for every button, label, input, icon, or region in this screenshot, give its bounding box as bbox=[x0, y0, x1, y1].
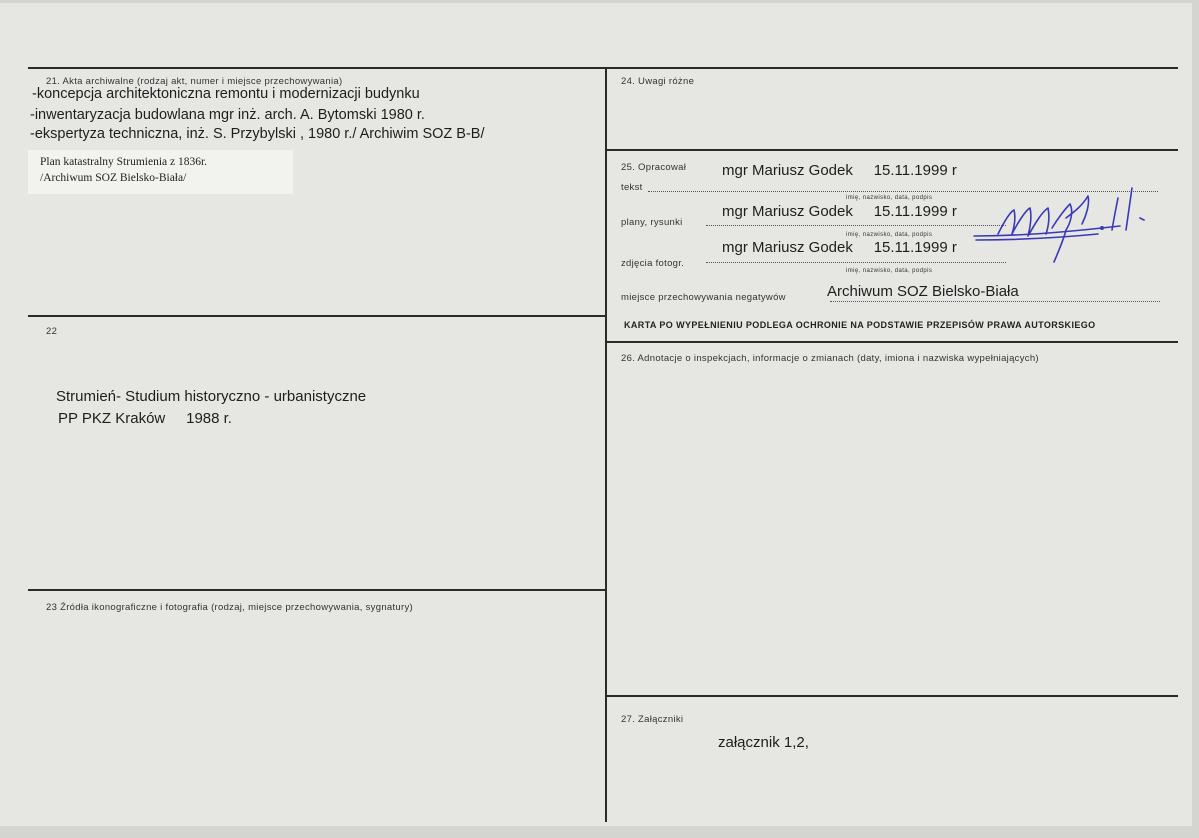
sec22-line-2: PP PKZ Kraków 1988 r. bbox=[58, 410, 232, 427]
sec27-label: 27. Załączniki bbox=[621, 714, 684, 725]
page-top-edge bbox=[0, 0, 1199, 3]
negatywow-dotted-line bbox=[830, 301, 1160, 302]
sec21-line-3: -ekspertyza techniczna, inż. S. Przybylski , 1980 r./ Archiwim SOZ B-B/ bbox=[30, 126, 485, 142]
tekst-author: mgr Mariusz Godek 15.11.1999 r bbox=[722, 162, 957, 179]
rule-left-2 bbox=[28, 589, 606, 591]
tekst-label: tekst bbox=[621, 182, 643, 193]
rule-right-2 bbox=[606, 341, 1178, 343]
rule-right-3 bbox=[606, 695, 1178, 697]
zdjecia-dotted-line bbox=[706, 262, 1006, 263]
plany-label: plany, rysunki bbox=[621, 217, 683, 228]
page-bottom-edge bbox=[0, 826, 1199, 838]
page-right-edge bbox=[1192, 0, 1199, 838]
sec27-value: załącznik 1,2, bbox=[718, 734, 809, 751]
sec25-label: 25. Opracował bbox=[621, 162, 687, 173]
sec21-label: 21. Akta archiwalne (rodzaj akt, numer i miejsce przechowywania) bbox=[46, 76, 343, 87]
sec21-line-1: -koncepcja architektoniczna remontu i modernizacji budynku bbox=[32, 86, 420, 102]
signature-scribble bbox=[970, 178, 1170, 268]
negatywow-value: Archiwum SOZ Bielsko-Biała bbox=[827, 283, 1019, 300]
zdjecia-sign-caption: imię, nazwisko, data, podpis bbox=[846, 268, 933, 274]
plany-dotted-line bbox=[706, 225, 1006, 226]
sec22-line-1: Strumień- Studium historyczno - urbanistyczne bbox=[56, 388, 367, 405]
sec26-label: 26. Adnotacje o inspekcjach, informacje o zmianach (daty, imiona i nazwiska wypełniających) bbox=[621, 353, 1039, 364]
tekst-sign-caption: imię, nazwisko, data, podpis bbox=[846, 195, 933, 201]
plany-sign-caption: imię, nazwisko, data, podpis bbox=[846, 232, 933, 238]
rule-top bbox=[28, 67, 1178, 69]
rule-center-vertical bbox=[605, 67, 607, 822]
catastral-plan-note bbox=[28, 150, 293, 194]
note-line-1: Plan katastralny Strumienia z 1836r. bbox=[40, 156, 208, 168]
plany-author: mgr Mariusz Godek 15.11.1999 r bbox=[722, 203, 957, 220]
sec22-label: 22 bbox=[46, 326, 58, 337]
zdjecia-label: zdjęcia fotogr. bbox=[621, 258, 685, 269]
note-line-2: /Archiwum SOZ Bielsko-Biała/ bbox=[40, 172, 187, 184]
copyright-notice: KARTA PO WYPEŁNIENIU PODLEGA OCHRONIE NA PODSTAWIE PRZEPISÓW PRAWA AUTORSKIEGO bbox=[624, 320, 1096, 330]
negatywow-label: miejsce przechowywania negatywów bbox=[621, 292, 786, 303]
sec24-label: 24. Uwagi różne bbox=[621, 76, 695, 87]
rule-right-1 bbox=[606, 149, 1178, 151]
sec23-label: 23 Źródła ikonograficzne i fotografia (rodzaj, miejsce przechowywania, sygnatury) bbox=[46, 602, 413, 613]
zdjecia-author: mgr Mariusz Godek 15.11.1999 r bbox=[722, 239, 957, 256]
rule-left-1 bbox=[28, 315, 606, 317]
sec21-line-2: -inwentaryzacja budowlana mgr inż. arch. A. Bytomski 1980 r. bbox=[30, 107, 425, 123]
